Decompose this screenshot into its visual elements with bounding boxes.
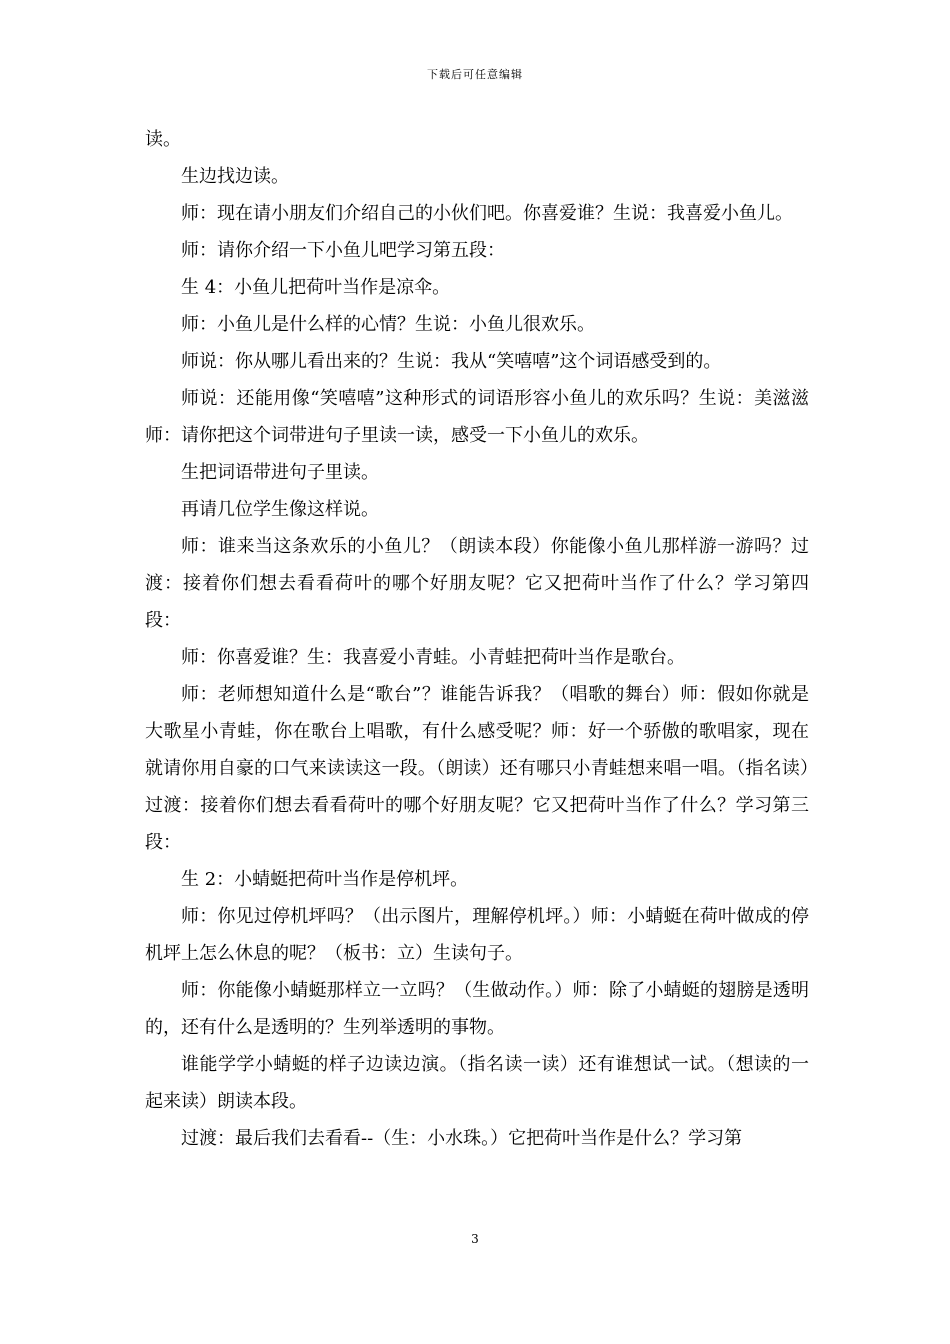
document-body	[145, 121, 809, 1157]
paragraph: 师：你能像小蜻蜓那样立一立吗？（生做动作。）师：除了小蜻蜓的翅膀是透明的，还有什么是透明的？生列举透明的事物。	[145, 980, 809, 1038]
paragraph: 生把词语带进句子里读。	[181, 462, 379, 483]
paragraph: 师：老师想知道什么是“歌台”？谁能告诉我？（唱歌的舞台）师：假如你就是大歌星小青蛙，你在歌台上唱歌，有什么感受呢？师：好一个骄傲的歌唱家，现在就请你用自豪的口气来读读这一段。（朗读）还有哪只小青蛙想来唱一唱。（指名读）过渡：接着你们想去看看荷叶的哪个好朋友呢？它又把荷叶当作了什么？学习第三段：	[145, 684, 809, 853]
paragraph: 读。	[145, 129, 181, 150]
paragraph: 师：现在请小朋友们介绍自己的小伙们吧。你喜爱谁？生说：我喜爱小鱼儿。	[181, 203, 793, 224]
paragraph: 谁能学学小蜻蜓的样子边读边演。（指名读一读）还有谁想试一试。（想读的一起来读）朗读本段。	[145, 1054, 809, 1112]
paragraph: 过渡：最后我们去看看--（生：小水珠。）它把荷叶当作是什么？学习第	[181, 1128, 743, 1149]
paragraph: 生 4：小鱼儿把荷叶当作是凉伞。	[181, 277, 451, 298]
paragraph: 师：你喜爱谁？生：我喜爱小青蛙。小青蛙把荷叶当作是歌台。	[181, 647, 685, 668]
paragraph: 师：你见过停机坪吗？（出示图片，理解停机坪。）师：小蜻蜓在荷叶做成的停机坪上怎么休息的呢？（板书：立）生读句子。	[145, 906, 809, 964]
paragraph: 师：小鱼儿是什么样的心情？生说：小鱼儿很欢乐。	[181, 314, 595, 335]
page-number: 3	[471, 1232, 479, 1246]
paragraph: 生 2：小蜻蜓把荷叶当作是停机坪。	[181, 869, 469, 890]
page-header: 下载后可任意编辑	[427, 68, 523, 81]
paragraph: 生边找边读。	[181, 166, 289, 187]
paragraph: 师：谁来当这条欢乐的小鱼儿？（朗读本段）你能像小鱼儿那样游一游吗？过渡：接着你们想去看看荷叶的哪个好朋友呢？它又把荷叶当作了什么？学习第四段：	[145, 536, 809, 631]
paragraph: 师：请你介绍一下小鱼儿吧学习第五段：	[181, 240, 505, 261]
paragraph: 师说：你从哪儿看出来的？生说：我从“笑嘻嘻”这个词语感受到的。	[181, 351, 722, 372]
paragraph: 师说：还能用像“笑嘻嘻”这种形式的词语形容小鱼儿的欢乐吗？生说：美滋滋师：请你把这个词带进句子里读一读，感受一下小鱼儿的欢乐。	[145, 388, 809, 446]
paragraph: 再请几位学生像这样说。	[181, 499, 379, 520]
